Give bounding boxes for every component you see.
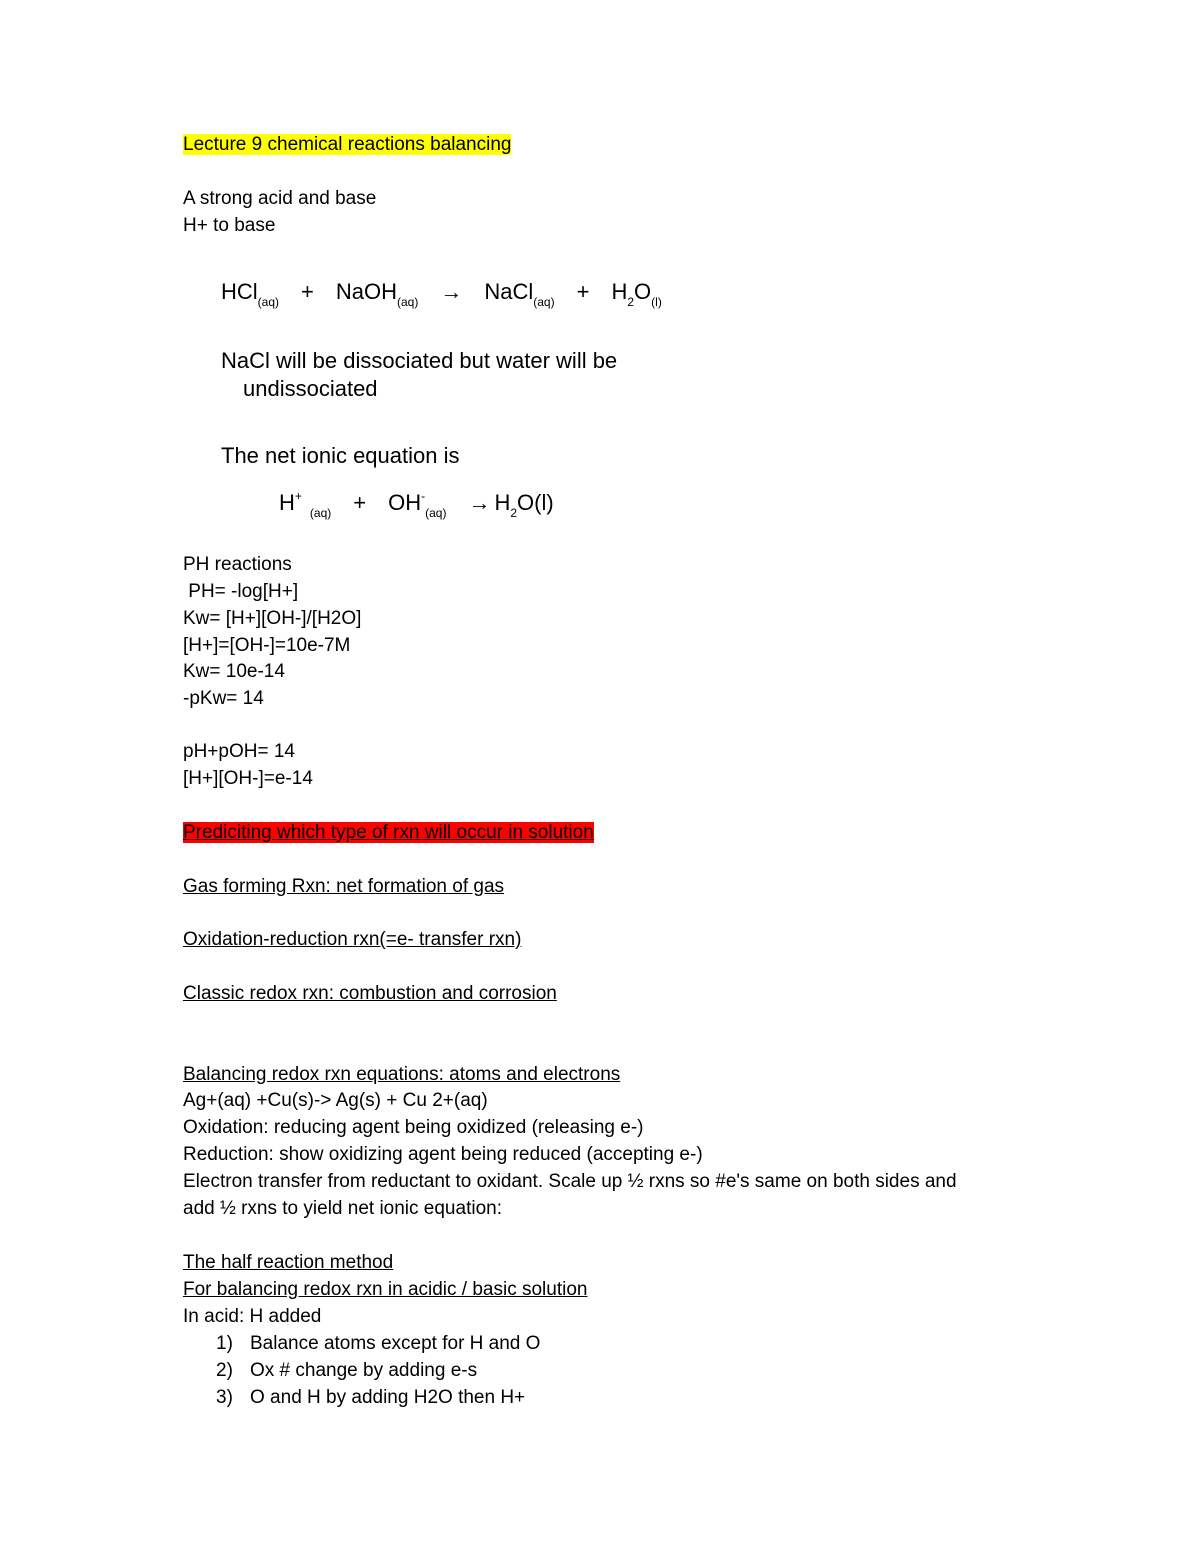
list-item: Balance atoms except for H and O xyxy=(250,1333,541,1354)
half-reaction-subheading: For balancing redox rxn in acidic / basic solution xyxy=(183,1279,588,1300)
in-acid-line: In acid: H added xyxy=(183,1306,322,1327)
neutralization-equation: HCl$_{(aq)}$ + NaOH$_{(aq)}$ → NaCl$_{(aq)}$ + $H_2O_{(l)}$ xyxy=(221,279,662,309)
intro-line: H+ to base xyxy=(183,215,276,236)
ph-line: pH+pOH= 14 xyxy=(183,741,295,762)
gas-forming-heading: Gas forming Rxn: net formation of gas xyxy=(183,876,505,897)
half-reaction-heading: The half reaction method xyxy=(183,1252,394,1273)
ph-line: [H+]=[OH-]=10e-7M xyxy=(183,635,351,656)
ph-line: Kw= 10e-14 xyxy=(183,661,285,682)
net-ionic-label: The net ionic equation is xyxy=(221,443,460,468)
oxidation-reduction-heading: Oxidation-reduction rxn(=e- transfer rxn) xyxy=(183,929,522,950)
arrow-icon: → xyxy=(468,490,491,515)
balancing-line: Electron transfer from reductant to oxidant. Scale up ½ rxns so #e's same on both sides and xyxy=(183,1171,957,1192)
balancing-line: Ag+(aq) +Cu(s)-> Ag(s) + Cu 2+(aq) xyxy=(183,1090,488,1111)
balancing-heading: Balancing redox rxn equations: atoms and electrons xyxy=(183,1064,621,1085)
arrow-icon: → xyxy=(440,279,463,304)
dissociation-note: NaCl will be dissociated but water will be xyxy=(221,348,618,373)
balancing-line: Oxidation: reducing agent being oxidized (releasing e-) xyxy=(183,1117,644,1138)
intro-line: A strong acid and base xyxy=(183,188,377,209)
ph-line: -pKw= 14 xyxy=(183,688,264,709)
ph-line: Kw= [H+][OH-]/[H2O] xyxy=(183,608,362,629)
list-number: 3) xyxy=(216,1387,233,1408)
ph-line: PH= -log[H+] xyxy=(183,581,299,602)
lecture-title: Lecture 9 chemical reactions balancing xyxy=(183,134,512,155)
list-item: O and H by adding H2O then H+ xyxy=(250,1387,526,1408)
ph-line: [H+][OH-]=e-14 xyxy=(183,768,313,789)
net-ionic-equation: $H^+_{(aq)} + OH^-_{(aq)} \to H_2O(l)$ xyxy=(279,489,554,520)
list-item: Ox # change by adding e-s xyxy=(250,1360,478,1381)
predicting-heading: Prediciting which type of rxn will occur in solution xyxy=(183,822,594,843)
ph-line: PH reactions xyxy=(183,554,292,575)
list-number: 2) xyxy=(216,1360,233,1381)
dissociation-note: undissociated xyxy=(243,376,378,401)
list-number: 1) xyxy=(216,1333,233,1354)
classic-redox-heading: Classic redox rxn: combustion and corrosion xyxy=(183,983,557,1004)
balancing-line: Reduction: show oxidizing agent being reduced (accepting e-) xyxy=(183,1144,703,1165)
balancing-line: add ½ rxns to yield net ionic equation: xyxy=(183,1198,502,1219)
